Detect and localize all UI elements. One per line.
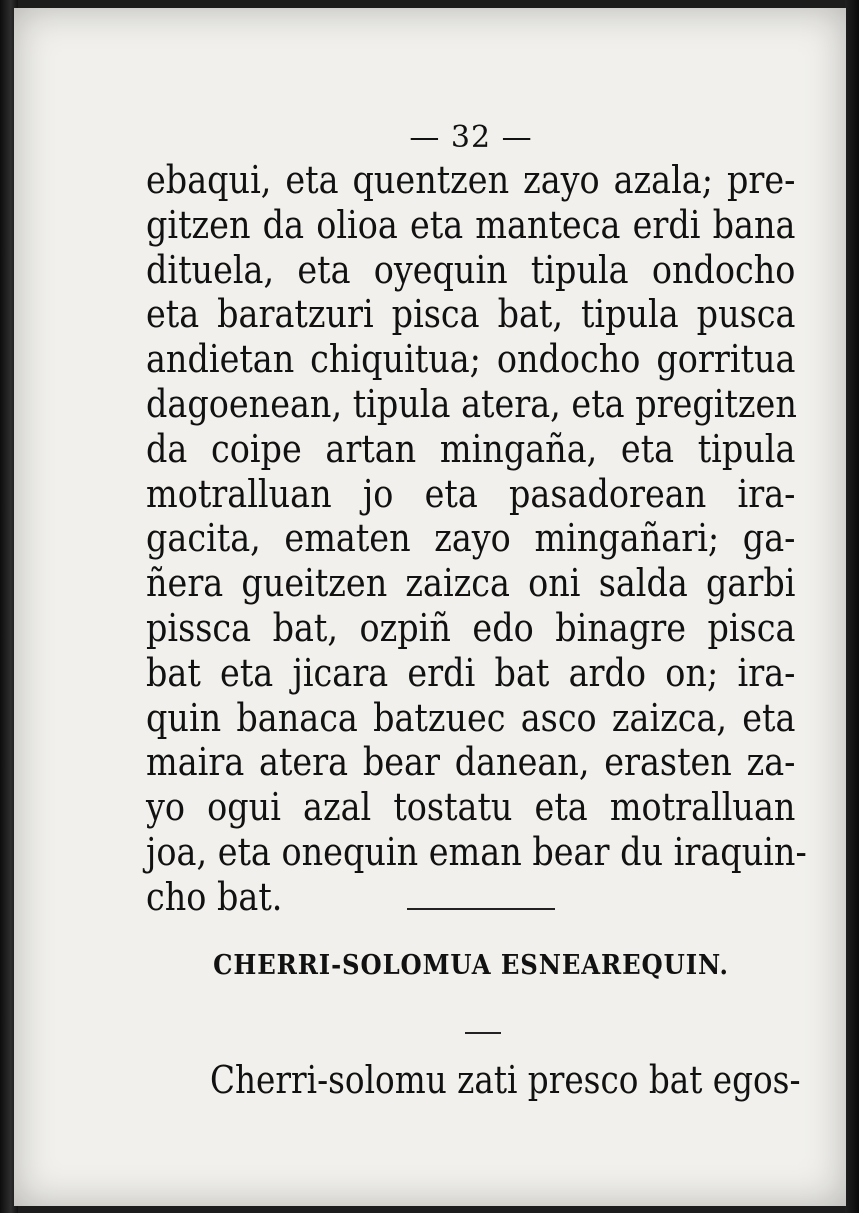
section-divider [407, 908, 555, 910]
text-line: gitzen da olioa eta manteca erdi bana [146, 202, 796, 247]
text-line: Cherri-solomu zati presco bat egos- [210, 1058, 801, 1102]
text-line: maira atera bear danean, erasten za- [146, 740, 796, 785]
text-line: cho bat. [146, 874, 283, 919]
page-edge [845, 0, 859, 1213]
text-line: da coipe artan mingaña, eta tipula [146, 426, 796, 471]
text-line: yo ogui azal tostatu eta motralluan [146, 785, 796, 830]
page-number: — 32 — [409, 120, 533, 155]
text-line: bat eta jicara erdi bat ardo on; ira- [146, 650, 796, 695]
recipe-heading: CHERRI-SOLOMUA ESNEAREQUIN. [213, 950, 729, 981]
text-line: joa, eta onequin eman bear du iraquin- [146, 829, 807, 874]
text-line: dituela, eta oyequin tipula ondocho [146, 247, 796, 292]
text-line: ñera gueitzen zaizca oni salda garbi [146, 561, 796, 606]
text-line: andietan chiquitua; ondocho gorritua [146, 337, 796, 382]
text-line: quin banaca batzuec asco zaizca, eta [146, 695, 796, 740]
text-line: eta baratzuri pisca bat, tipula pusca [146, 292, 796, 337]
text-line: motralluan jo eta pasadorean ira- [146, 471, 796, 516]
heading-rule [465, 1032, 501, 1034]
text-line: pissca bat, ozpiñ edo binagre pisca [146, 605, 796, 650]
text-line: dagoenean, tipula atera, eta pregitzen [146, 381, 797, 426]
text-line: ebaqui, eta quentzen zayo azala; pre- [146, 158, 796, 202]
page-text [146, 118, 807, 920]
text-line: gacita, ematen zayo mingañari; ga- [146, 516, 796, 561]
